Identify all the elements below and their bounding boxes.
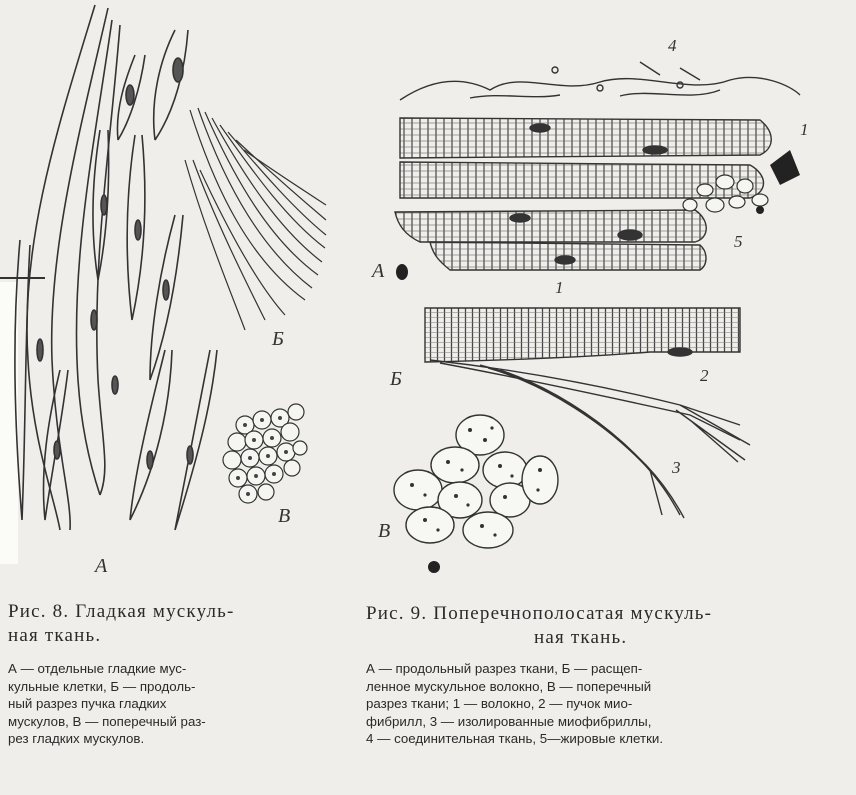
fig8-label-v: В (278, 505, 291, 527)
fig8-cross-section (223, 404, 307, 503)
fig9-label-b: Б (390, 368, 402, 390)
fig8-legend (8, 660, 206, 748)
fig8-legend-line: А — отдельные гладкие мус- (8, 661, 187, 676)
fig9-legend-line: 4 — соединительная ткань, 5—жировые клетки. (366, 731, 664, 747)
fig9-number-1-mid: 1 (555, 278, 564, 297)
fig9-connective-tissue (400, 62, 800, 100)
fig9-legend-line: фибрилл, 3 — изолированные миофибриллы, (366, 713, 652, 729)
fig9-legend (366, 660, 663, 748)
fig9-longitudinal-fibers (395, 118, 771, 270)
fig8-legend-line: кульные клетки, Б — продоль- (8, 678, 196, 694)
fig9-number-3: 3 (672, 458, 681, 477)
fig9-label-a: А (372, 260, 385, 282)
fig9-number-1-top: 1 (800, 120, 809, 139)
fig8-title-line1: Рис. 8. Гладкая мускуль- (8, 601, 235, 622)
fig8-smooth-cells (15, 5, 217, 530)
fig8-legend-line: рез гладких мускулов. (8, 731, 145, 747)
fig8-legend-line: мускулов, В — поперечный раз- (8, 713, 206, 729)
fig8-label-b: Б (272, 328, 284, 350)
fig9-title-line1: Рис. 9. Поперечнополосатая мускуль- (366, 603, 713, 624)
fig9-legend-line: А — продольный разрез ткани, Б — расщеп- (366, 661, 643, 676)
fig9-cross-section (394, 415, 558, 548)
fig9-label-v: В (378, 520, 391, 542)
fig9-number-4: 4 (668, 36, 677, 55)
fig8-label-a: А (95, 555, 108, 577)
fig9-caption-title (366, 602, 712, 650)
fig8-legend-line: ный разрез пучка гладких (8, 696, 167, 712)
fig9-legend-line: ленное мускульное волокно, В — поперечный (366, 678, 652, 694)
fig8-caption-title (8, 600, 235, 648)
fig9-number-2: 2 (700, 366, 709, 385)
fig8-bundle (185, 108, 326, 330)
fig9-legend-line: разрез ткани; 1 — волокно, 2 — пучок мио- (366, 696, 633, 712)
fig9-title-line2: ная ткань. (534, 627, 628, 648)
fig9-number-5: 5 (734, 232, 743, 251)
fig8-title-line2: ная ткань. (8, 625, 102, 646)
